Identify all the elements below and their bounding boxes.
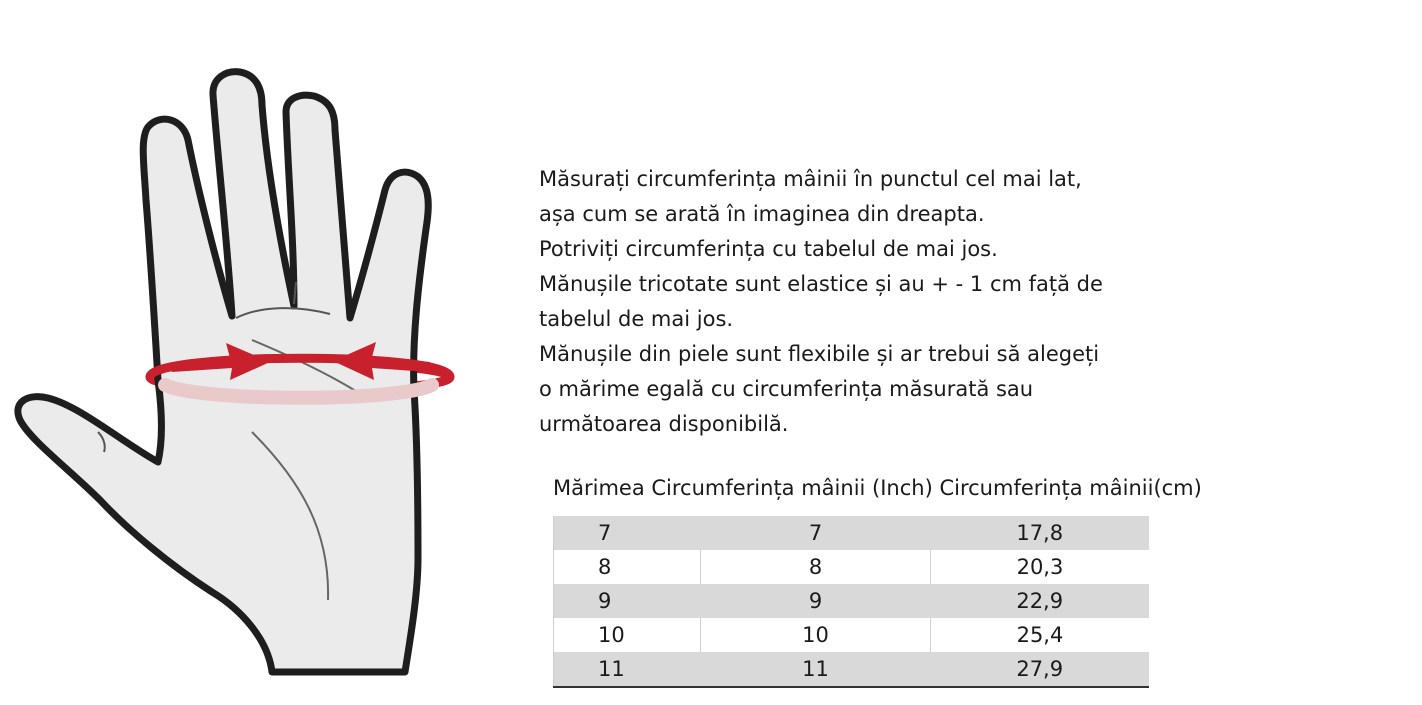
cm-cell: 17,8: [930, 516, 1149, 550]
size-cell: 7: [554, 516, 701, 550]
size-chart: [553, 472, 1253, 688]
cm-cell: 22,9: [930, 584, 1149, 618]
inch-cell: 10: [701, 618, 931, 652]
instruction-line: tabelul de mai jos.: [539, 307, 734, 331]
table-row: [554, 618, 1150, 652]
inch-cell: 7: [701, 516, 931, 550]
cm-cell: 27,9: [930, 652, 1149, 687]
measurement-instructions: [539, 162, 1179, 442]
inch-cell: 9: [701, 584, 931, 618]
hand-palm-measure-icon: [0, 0, 480, 705]
inch-cell: 11: [701, 652, 931, 687]
instruction-line: Mănușile tricotate sunt elastice și au + - 1 cm față de: [539, 272, 1103, 296]
table-row: [554, 652, 1150, 687]
size-table-header: Mărimea Circumferința mâinii (Inch) Circumferința mâinii(cm): [553, 476, 1202, 500]
instruction-line: așa cum se arată în imaginea din dreapta.: [539, 202, 985, 226]
size-cell: 11: [554, 652, 701, 687]
instruction-line: Potriviți circumferința cu tabelul de mai jos.: [539, 237, 998, 261]
table-row: [554, 550, 1150, 584]
instruction-line: Măsurați circumferința mâinii în punctul cel mai lat,: [539, 167, 1082, 191]
instruction-line: Mănușile din piele sunt flexibile și ar trebui să alegeți: [539, 342, 1100, 366]
size-cell: 10: [554, 618, 701, 652]
size-cell: 8: [554, 550, 701, 584]
size-table: [553, 516, 1149, 688]
instruction-line: o mărime egală cu circumferința măsurată sau: [539, 377, 1034, 401]
cm-cell: 20,3: [930, 550, 1149, 584]
instruction-line: următoarea disponibilă.: [539, 412, 789, 436]
cm-cell: 25,4: [930, 618, 1149, 652]
size-cell: 9: [554, 584, 701, 618]
table-row: [554, 516, 1150, 550]
inch-cell: 8: [701, 550, 931, 584]
table-row: [554, 584, 1150, 618]
